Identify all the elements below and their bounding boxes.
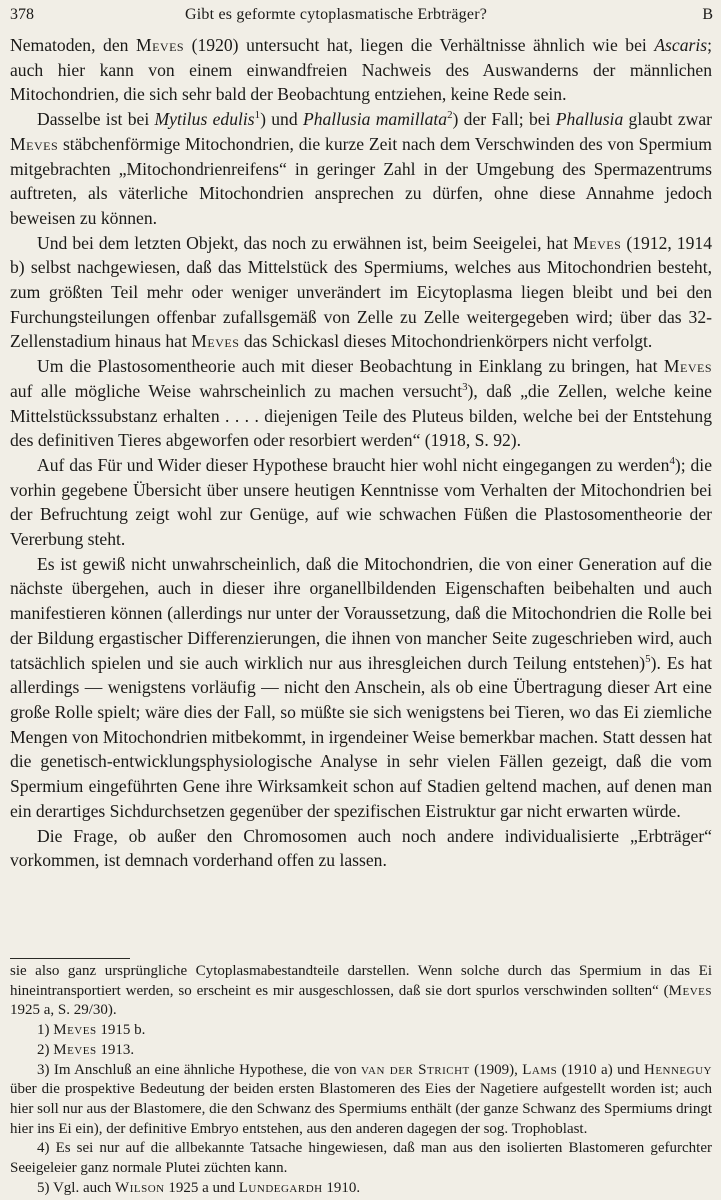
footnote [10,1139,712,1178]
author-name: van der Stricht [361,1061,470,1078]
author-name: Wilson [115,1179,165,1196]
author-name: Lundegardh [238,1179,323,1196]
text-run: sie also ganz ursprüngliche Cytoplasmabestandteile darstellen. Wenn solche durch das Spermium in das Ei hineintransportiert werden, so erscheint es mir ausgeschlossen, daß sie dort spurlos verschwinden sollten“ ( [10,963,712,999]
text-run: 1915 b. [96,1022,146,1039]
footnote [10,1061,712,1140]
author-name: Henneguy [643,1061,712,1078]
footnote [10,962,712,1021]
text-run: ), daß „die Zellen, welche keine Mittelstückssubstanz erhalten . . . . diejenigen Teile des Pluteus bilden, welche bei der Entstehung des definitiven Tieres abgeworfen oder resorbiert werden“ (1918, S. 92). [10,380,712,451]
paragraph [10,552,712,824]
text-run: (1920) untersucht hat, liegen die Verhältnisse ähnlich wie bei [184,35,655,55]
author-name: Meves [663,356,712,377]
running-header [10,6,713,28]
text-run: 1910. [322,1179,361,1196]
text-run: ; auch hier kann von einem einwandfreien Nachweis des Auswanderns der männlichen Mitochondrien, die sich sehr bald der Beobachtung entziehen, keine Rede sein. [10,35,712,105]
text-run: 1913. [96,1041,135,1058]
text-run: Auf das Für und Wider dieser Hypothese braucht hier wohl nicht eingegangen zu werden [37,454,670,475]
text-run: Nematoden, den [10,35,136,55]
section-mark: B [702,6,713,23]
footnote-ref: 2 [447,109,453,122]
text-run: 5) Vgl. auch [37,1179,116,1196]
text-run: glaubt zwar [623,109,713,130]
page-number: 378 [10,6,34,23]
text-run: (1909), [469,1061,523,1078]
italic-term: Phallusia mamillata [302,109,448,130]
footnote-ref: 4 [669,455,675,468]
footnote [10,1179,712,1199]
footnote-ref: 5 [645,652,651,665]
text-run: Um die Plastosomentheorie auch mit dieser Beobachtung in Einklang zu bringen, hat [37,356,664,377]
author-name: Meves [573,232,622,253]
italic-term: Ascaris [654,35,708,55]
author-name: Meves [191,331,240,352]
text-run: Es ist gewiß nicht unwahrscheinlich, daß die Mitochondrien, die von einer Generation auf die nächste übergehen, auch in dieser ihre organellbildenden Eigenschaften beibehalten und auch manifestieren können (allerdings nur unter der Voraussetzung, daß die Mitochondrien die Rolle bei der Bildung ergastischer Differenzierungen, die ihnen von mancher Seite zugeschrieben wird, auch tatsächlich spielen und sie auch wirklich nur aus ihresgleichen durch Teilung entstehen) [10,553,712,673]
paragraph [10,107,712,231]
author-name: Meves [53,1041,97,1058]
paragraph [10,231,712,355]
footnote-rule [10,958,130,959]
paragraph [10,354,712,453]
footnote-ref: 1 [254,109,261,122]
text-run: das Schickasl dieses Mitochondrienkörpers nicht verfolgt. [239,331,653,352]
italic-term: Mytilus edulis [154,109,255,130]
text-run: 4) Es sei nur auf die allbekannte Tatsache hingewiesen, daß man aus den isolierten Blastomeren gefurchter Seeigeleier ganz normale Plutei züchten kann. [10,1140,712,1177]
text-run: ). Es hat allerdings — wenigstens vorläufig — nicht den Anschein, als ob eine Übertragung dieser Art eine große Rolle spielt; wäre dies der Fall, so müßte sie sich wenigstens bei Tieren, wo das Ei ziemliche Mengen von Mitochondrien mitbekommt, in irgendeiner Weise bemerkbar machen. Statt dessen hat die genetisch-entwicklungsphysiologische Analyse in sehr vielen Fällen gezeigt, daß die vom Spermium eingeführten Gene ihre Wirksamkeit schon auf Stadien geltend machen, auf denen man ein derartiges Sichdurchsetzen gegenüber der spezifischen Eistruktur gar nicht erwarten würde. [10,652,712,821]
text-run: ); die vorhin gegebene Übersicht über unsere heutigen Kenntnisse vom Verhalten der Mitochondrien bei der Befruchtung zeigt wohl zur Genüge, auf wie schwachen Füßen die Plastosomentheorie der Vererbung steht. [10,454,712,550]
text-run: 1) [37,1022,54,1039]
italic-term: Phallusia [555,109,624,130]
text-run: Und bei dem letzten Objekt, das noch zu erwähnen ist, beim Seeigelei, hat [37,232,574,253]
author-name: Meves [135,35,185,55]
author-name: Meves [668,982,712,999]
text-run: Dasselbe ist bei [37,109,155,130]
paragraph [10,453,712,552]
text-run: (1912, 1914 b) selbst nachgewiesen, daß das Mittelstück des Spermiums, welches aus Mitochondrien besteht, zum größten Teil mehr oder weniger unverändert im Eicytoplasma liegen bleibt und bei den Furchungsteilungen offenbar zufallsgemäß von Zelle zu Zelle weitergegeben wird; über das 32-Zellenstadium hinaus hat [10,232,712,352]
paragraph [10,33,712,107]
author-name: Meves [53,1022,97,1039]
footnotes [10,962,712,1198]
text-run: ) und [260,109,303,130]
text-run: stäbchenförmige Mitochondrien, die kurze Zeit nach dem Verschwinden des von Spermium mitgebrachten „Mitochondrienreifens“ in geringer Zahl in der Umgebung des Spermazentrums auftreten, als väterliche Mitochondrien ansprechen zu dürfen, ohne diese Annahme jedoch beweisen zu können. [10,133,712,228]
running-title: Gibt es geformte cytoplasmatische Erbträger? [185,6,488,23]
footnote [10,1021,712,1041]
text-run: auf alle mögliche Weise wahrscheinlich zu machen versucht [10,380,463,401]
author-name: Meves [10,133,59,154]
text-run: Die Frage, ob außer den Chromosomen auch noch andere individualisierte „Erbträger“ vorkommen, ist demnach vorderhand offen zu lassen. [10,825,712,871]
text-run: 2) [37,1041,54,1058]
text-run: 1925 a und [164,1179,239,1196]
author-name: Lams [522,1061,558,1078]
text-run: 3) Im Anschluß an eine ähnliche Hypothese, die von [37,1061,361,1078]
footnote [10,1041,712,1061]
text-run: über die prospektive Bedeutung der beiden ersten Blastomeren des Eies der Nagetiere aufgestellt worden ist; auch hier soll nur aus der Blastomere, die den Schwanz des Spermiums enthält (der ganze Schwanz des Spermiums dringt hier ins Ei ein), der definitive Embryo entstehen, aus den anderen dagegen der sog. Trophoblast. [10,1081,712,1137]
footnote-ref: 3 [462,380,468,393]
main-text [10,33,712,873]
text-run: (1910 a) und [557,1061,644,1078]
text-run: ) der Fall; bei [452,109,556,130]
text-run: 1925 a, S. 29/30). [10,1002,117,1019]
paragraph [10,824,712,873]
